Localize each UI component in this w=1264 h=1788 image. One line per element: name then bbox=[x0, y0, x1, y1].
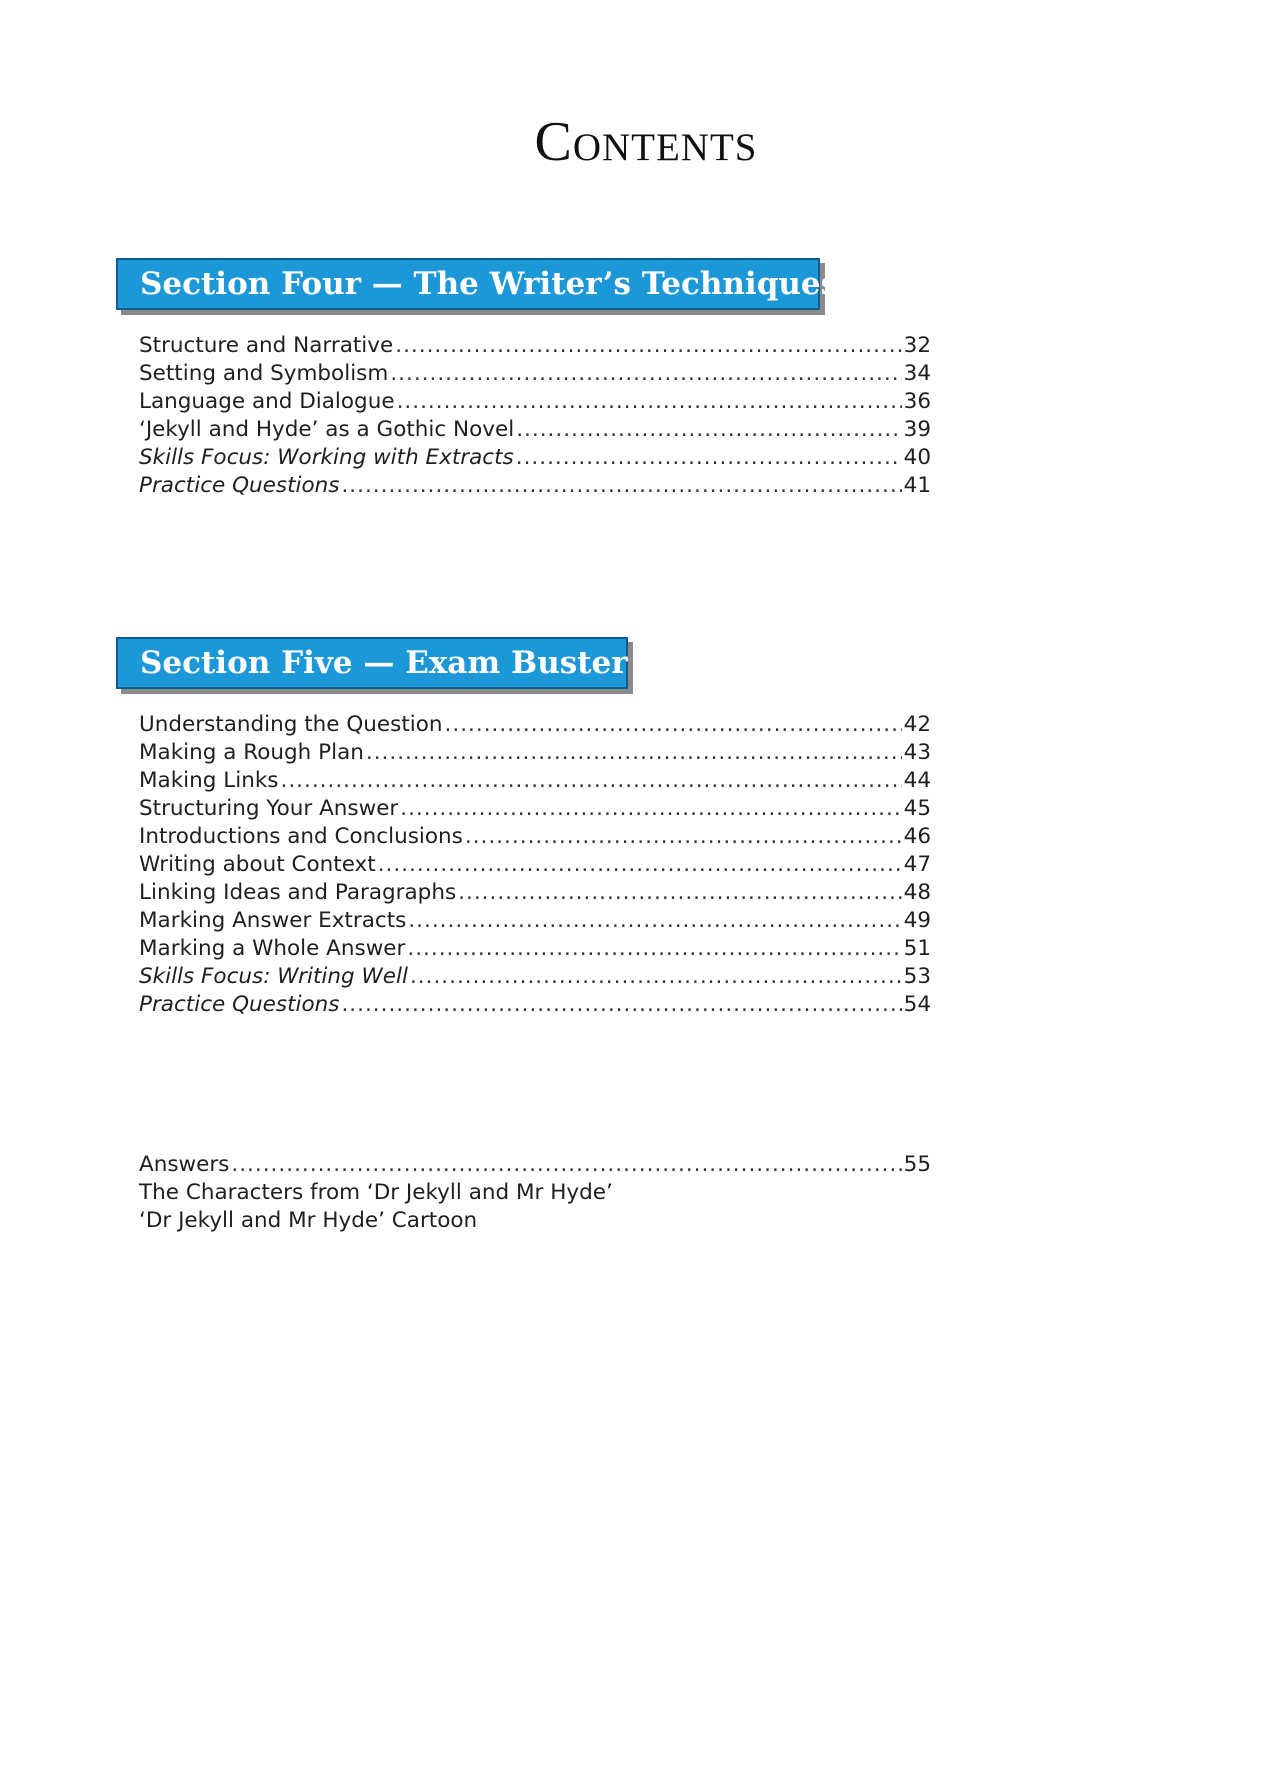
toc-entry-page: 51 bbox=[903, 936, 931, 961]
toc-entry-page: 48 bbox=[903, 880, 931, 905]
toc-leader-dots bbox=[395, 332, 901, 360]
section-four-heading: Section Four — The Writer’s Techniques bbox=[140, 266, 839, 302]
toc-entry-title: ‘Dr Jekyll and Mr Hyde’ Cartoon bbox=[139, 1208, 478, 1233]
toc-leader-dots bbox=[407, 935, 901, 963]
section-five-toc bbox=[139, 711, 931, 1019]
toc-entry-title: Structure and Narrative bbox=[139, 333, 394, 358]
toc-entry-page: 40 bbox=[903, 445, 931, 470]
toc-leader-dots bbox=[397, 388, 902, 416]
toc-entry-page: 45 bbox=[903, 796, 931, 821]
section-five-header bbox=[116, 637, 628, 689]
toc-entry-page: 55 bbox=[903, 1152, 931, 1177]
toc-leader-dots bbox=[400, 795, 901, 823]
toc-leader-dots bbox=[408, 907, 901, 935]
section-five-heading: Section Five — Exam Buster bbox=[140, 645, 628, 681]
toc-entry-marking-a-whole-answer[interactable] bbox=[139, 935, 931, 963]
toc-entry-answers[interactable] bbox=[139, 1151, 931, 1179]
toc-leader-dots bbox=[281, 767, 902, 795]
toc-entry-page: 44 bbox=[903, 768, 931, 793]
toc-entry-title: Skills Focus: Working with Extracts bbox=[139, 445, 514, 470]
toc-leader-dots bbox=[366, 739, 902, 767]
toc-entry-setting-and-symbolism[interactable] bbox=[139, 360, 931, 388]
toc-entry-practice-questions[interactable] bbox=[139, 991, 931, 1019]
toc-entry-structuring-your-answer[interactable] bbox=[139, 795, 931, 823]
back-matter-toc bbox=[139, 1151, 931, 1235]
toc-entry-gothic-novel[interactable] bbox=[139, 416, 931, 444]
toc-entry-making-a-rough-plan[interactable] bbox=[139, 739, 931, 767]
toc-leader-dots bbox=[341, 991, 901, 1019]
toc-entry-making-links[interactable] bbox=[139, 767, 931, 795]
toc-entry-title: ‘Jekyll and Hyde’ as a Gothic Novel bbox=[139, 417, 515, 442]
toc-entry-page: 54 bbox=[903, 992, 931, 1017]
toc-entry-page: 34 bbox=[903, 361, 931, 386]
toc-entry-title: Language and Dialogue bbox=[139, 389, 395, 414]
toc-entry-title: Structuring Your Answer bbox=[139, 796, 399, 821]
toc-entry-cartoon[interactable] bbox=[139, 1207, 931, 1235]
toc-entry-title: Setting and Symbolism bbox=[139, 361, 389, 386]
toc-entry-skills-focus-writing-well[interactable] bbox=[139, 963, 931, 991]
toc-entry-title: Skills Focus: Writing Well bbox=[139, 964, 408, 989]
toc-entry-title: The Characters from ‘Dr Jekyll and Mr Hyde’ bbox=[139, 1180, 613, 1205]
toc-entry-page: 32 bbox=[903, 333, 931, 358]
page-title: Contents bbox=[534, 111, 758, 173]
toc-entry-practice-questions[interactable] bbox=[139, 472, 931, 500]
toc-leader-dots bbox=[465, 823, 902, 851]
toc-leader-dots bbox=[390, 360, 901, 388]
toc-leader-dots bbox=[445, 711, 902, 739]
toc-entry-title: Marking a Whole Answer bbox=[139, 936, 406, 961]
toc-leader-dots bbox=[410, 963, 902, 991]
toc-entry-page: 46 bbox=[903, 824, 931, 849]
toc-entry-title: Making a Rough Plan bbox=[139, 740, 364, 765]
toc-entry-title: Answers bbox=[139, 1152, 230, 1177]
toc-entry-writing-about-context[interactable] bbox=[139, 851, 931, 879]
toc-entry-title: Practice Questions bbox=[139, 473, 340, 498]
section-four-toc bbox=[139, 332, 931, 500]
toc-leader-dots bbox=[378, 851, 902, 879]
toc-entry-page: 36 bbox=[903, 389, 931, 414]
toc-entry-page: 42 bbox=[903, 712, 931, 737]
toc-entry-title: Linking Ideas and Paragraphs bbox=[139, 880, 457, 905]
toc-entry-title: Practice Questions bbox=[139, 992, 340, 1017]
toc-entry-structure-and-narrative[interactable] bbox=[139, 332, 931, 360]
toc-leader-dots bbox=[231, 1151, 901, 1179]
toc-entry-page: 43 bbox=[903, 740, 931, 765]
toc-entry-skills-focus-extracts[interactable] bbox=[139, 444, 931, 472]
toc-entry-page: 39 bbox=[903, 417, 931, 442]
toc-entry-title: Marking Answer Extracts bbox=[139, 908, 407, 933]
toc-entry-page: 47 bbox=[903, 852, 931, 877]
toc-entry-language-and-dialogue[interactable] bbox=[139, 388, 931, 416]
toc-entry-linking-ideas-and-paragraphs[interactable] bbox=[139, 879, 931, 907]
toc-leader-dots bbox=[341, 472, 901, 500]
toc-entry-characters[interactable] bbox=[139, 1179, 931, 1207]
toc-entry-understanding-the-question[interactable] bbox=[139, 711, 931, 739]
toc-entry-introductions-and-conclusions[interactable] bbox=[139, 823, 931, 851]
toc-leader-dots bbox=[516, 416, 901, 444]
toc-entry-title: Introductions and Conclusions bbox=[139, 824, 463, 849]
toc-entry-page: 41 bbox=[903, 473, 931, 498]
toc-entry-page: 53 bbox=[903, 964, 931, 989]
toc-entry-marking-answer-extracts[interactable] bbox=[139, 907, 931, 935]
toc-entry-title: Making Links bbox=[139, 768, 279, 793]
toc-entry-title: Writing about Context bbox=[139, 852, 376, 877]
section-four-header bbox=[116, 258, 839, 310]
toc-leader-dots bbox=[516, 444, 902, 472]
toc-entry-page: 49 bbox=[903, 908, 931, 933]
toc-leader-dots bbox=[458, 879, 901, 907]
toc-entry-title: Understanding the Question bbox=[139, 712, 443, 737]
